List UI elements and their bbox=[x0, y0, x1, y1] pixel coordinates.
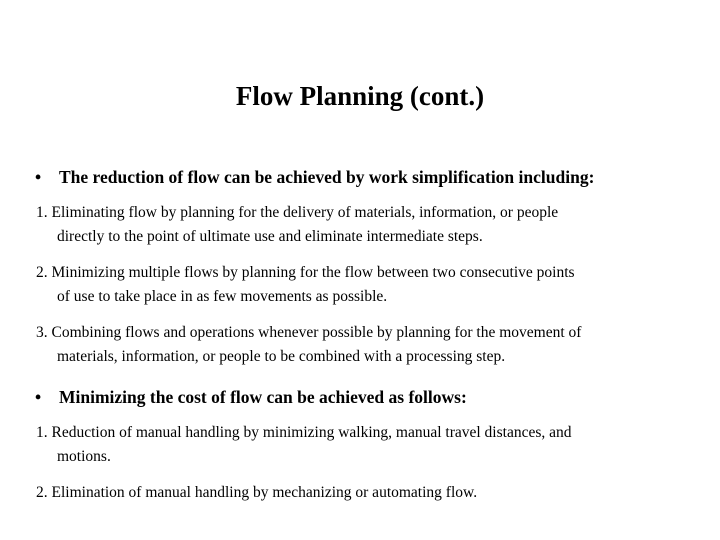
section-1-item-1 bbox=[36, 201, 706, 249]
section-2-item-2 bbox=[36, 481, 706, 505]
item-line: 2. Minimizing multiple flows by planning for the flow between two consecutive points bbox=[36, 264, 575, 281]
section-1-heading bbox=[35, 165, 705, 189]
item-line-continued: of use to take place in as few movements as possible. bbox=[57, 288, 388, 305]
section-1-item-2 bbox=[36, 261, 706, 309]
item-line: 2. Elimination of manual handling by mechanizing or automating flow. bbox=[36, 484, 478, 501]
section-2-heading bbox=[35, 385, 705, 409]
section-2-item-1 bbox=[36, 421, 706, 469]
slide-title: Flow Planning (cont.) bbox=[235, 81, 485, 111]
item-line-continued: motions. bbox=[57, 448, 111, 465]
section-1-heading-text: The reduction of flow can be achieved by work simplification including: bbox=[59, 167, 595, 187]
bullet-icon: • bbox=[35, 167, 42, 187]
item-line: 1. Reduction of manual handling by minimizing walking, manual travel distances, and bbox=[36, 424, 572, 441]
section-1-item-3 bbox=[36, 321, 706, 369]
bullet-icon: • bbox=[35, 387, 42, 407]
item-line-continued: materials, information, or people to be combined with a processing step. bbox=[57, 348, 506, 365]
item-line: 3. Combining flows and operations whenever possible by planning for the movement of bbox=[36, 324, 582, 341]
item-line: 1. Eliminating flow by planning for the delivery of materials, information, or people bbox=[36, 204, 559, 221]
section-2-heading-text: Minimizing the cost of flow can be achieved as follows: bbox=[59, 387, 467, 407]
item-line-continued: directly to the point of ultimate use and eliminate intermediate steps. bbox=[57, 228, 483, 245]
